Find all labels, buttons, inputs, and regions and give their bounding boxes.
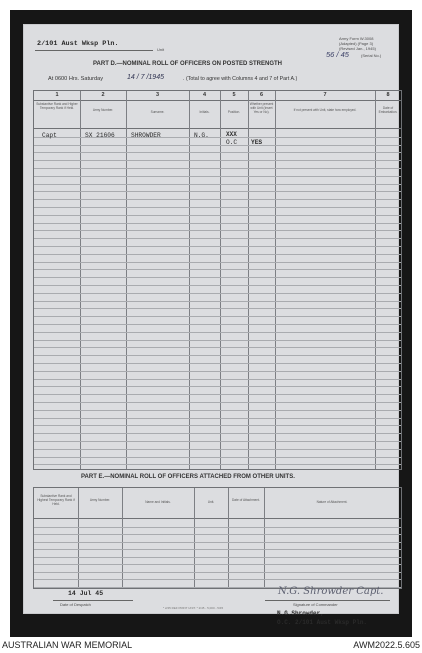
ruled-line xyxy=(34,176,401,177)
signature-label: Signature of Commander xyxy=(293,602,338,607)
ruled-line xyxy=(34,230,401,231)
ruled-line xyxy=(34,394,401,395)
ruled-line xyxy=(34,184,401,185)
ruled-line xyxy=(34,457,401,458)
ruled-line xyxy=(34,355,401,356)
ruled-line xyxy=(34,269,401,270)
printer-line: * 2/45 REF PRINT UNIT. * 2/45 - 5,000 - 5/45 xyxy=(163,606,224,610)
despatch-date: 14 Jul 45 xyxy=(68,590,104,597)
ruled-line xyxy=(34,386,401,387)
ruled-line xyxy=(34,308,401,309)
column-number: 2 xyxy=(101,92,105,98)
ruled-line xyxy=(34,301,401,302)
column-header-present: Whether present with Unit (Insert Yes or No). xyxy=(249,102,274,114)
serial-label: (Serial No.) xyxy=(361,53,382,58)
unit-underline xyxy=(35,50,153,51)
ruled-line xyxy=(34,557,401,558)
ruled-line xyxy=(34,145,401,146)
ruled-line xyxy=(34,418,401,419)
roll-rows xyxy=(34,129,401,468)
caption-left: AUSTRALIAN WAR MEMORIAL xyxy=(2,640,133,650)
ruled-line xyxy=(34,254,401,255)
archive-caption xyxy=(0,637,422,653)
handwritten-signature: N.G. Shrowder Capt. xyxy=(278,586,384,597)
column-header-army-number: Army Number. xyxy=(92,108,114,112)
ruled-line xyxy=(34,379,401,380)
ruled-line xyxy=(34,464,401,465)
serial-number: 56 / 45 xyxy=(326,50,349,59)
part-d-title: PART D.—NOMINAL ROLL OF OFFICERS ON POSTED STRENGTH xyxy=(93,61,283,67)
ruled-line xyxy=(34,402,401,403)
ruled-line xyxy=(34,168,401,169)
ruled-line xyxy=(34,246,401,247)
officer-position-struck: XXX xyxy=(226,131,237,138)
signature-role: O.C. 2/101 Aust Wksp Pln. xyxy=(277,619,368,626)
column-number: 7 xyxy=(323,92,327,98)
unit-name: 2/101 Aust Wksp Pln. xyxy=(37,40,119,48)
date-suffix: . (Total to agree with Columns 4 and 7 of Part A.) xyxy=(183,76,298,82)
ruled-line xyxy=(34,207,401,208)
ruled-line xyxy=(34,527,401,528)
ruled-line xyxy=(34,332,401,333)
part-e-title: PART E.—NOMINAL ROLL OF OFFICERS ATTACHED FROM OTHER UNITS. xyxy=(81,474,295,480)
column-number: 3 xyxy=(155,92,160,98)
ruled-line xyxy=(34,223,401,224)
part-e-header-rank: Substantive Rank and Highest Temporary Rank if Held. xyxy=(37,494,75,506)
ruled-line xyxy=(34,410,401,411)
column-header-rank: Substantive Rank and Higher Temporary Rank if Held. xyxy=(36,102,78,110)
ruled-line xyxy=(34,262,401,263)
column-header-initials: Initials. xyxy=(199,110,210,114)
officer-surname: SHROWDER xyxy=(131,132,161,139)
form-page xyxy=(23,24,399,626)
signature-name: N.G.Shrowder, xyxy=(277,610,324,617)
ruled-line xyxy=(34,277,401,278)
ruled-line xyxy=(34,199,401,200)
col-number-divider xyxy=(34,100,401,101)
ruled-line xyxy=(34,340,401,341)
part-e-header-army-number: Army Number. xyxy=(89,498,111,502)
ruled-line xyxy=(34,449,401,450)
ruled-line xyxy=(34,160,401,161)
officer-rank: Capt xyxy=(42,132,57,139)
part-e-header-date: Date of Attachment. xyxy=(232,498,260,502)
form-ref-3: (Revised Jan., 1945) xyxy=(339,46,376,51)
ruled-line xyxy=(34,534,401,535)
part-e-header-nature: Nature of Attachment. xyxy=(316,500,348,504)
ruled-line xyxy=(34,564,401,565)
column-number: 6 xyxy=(259,92,264,98)
ruled-line xyxy=(34,285,401,286)
document-backing xyxy=(10,10,412,637)
form-ref-1: Army Form W.3008 xyxy=(339,36,374,41)
part-e-rows xyxy=(34,519,401,588)
ruled-line xyxy=(34,549,401,550)
part-e-header-name: Name and Initials. xyxy=(145,500,171,504)
ruled-line xyxy=(34,347,401,348)
form-ref-2: (Adapted) (Page 3) xyxy=(339,41,374,46)
unit-label: Unit xyxy=(157,47,165,52)
signature-underline xyxy=(265,600,390,601)
officer-present: YES xyxy=(251,139,263,146)
despatch-underline xyxy=(53,600,133,601)
ruled-line xyxy=(34,215,401,216)
ruled-line xyxy=(34,152,401,153)
ruled-line xyxy=(34,542,401,543)
ruled-line xyxy=(34,425,401,426)
column-number: 8 xyxy=(386,92,390,98)
despatch-label: Date of Despatch xyxy=(60,602,91,607)
ruled-line xyxy=(34,371,401,372)
officer-position: O.C xyxy=(226,139,238,146)
officer-initials: N.G. xyxy=(194,132,209,139)
officer-army-number: SX 21606 xyxy=(85,132,115,139)
column-header-surname: Surname. xyxy=(150,110,165,114)
part-d-table xyxy=(33,90,402,470)
column-header-position: Position. xyxy=(227,110,241,114)
part-e-header-unit: Unit. xyxy=(207,500,215,504)
column-header-employment: If not present with Unit, state how employed. xyxy=(293,108,357,112)
part-e-table xyxy=(33,487,402,589)
ruled-line xyxy=(34,316,401,317)
ruled-line xyxy=(34,293,401,294)
column-number: 5 xyxy=(232,92,236,98)
ruled-line xyxy=(34,441,401,442)
ruled-line xyxy=(34,363,401,364)
column-header-embarkation: Date of Embarkation. xyxy=(378,106,398,114)
date-prefix: At 0600 Hrs. Saturday xyxy=(48,76,104,82)
ruled-line xyxy=(34,433,401,434)
column-number: 1 xyxy=(55,92,59,98)
ruled-line xyxy=(34,579,401,580)
ruled-line xyxy=(34,324,401,325)
caption-right: AWM2022.5.605 xyxy=(353,640,420,650)
date-handwritten: 14 / 7 /1945 xyxy=(127,74,164,81)
ruled-line xyxy=(34,572,401,573)
column-number: 4 xyxy=(202,92,207,98)
ruled-line xyxy=(34,191,401,192)
ruled-line xyxy=(34,238,401,239)
